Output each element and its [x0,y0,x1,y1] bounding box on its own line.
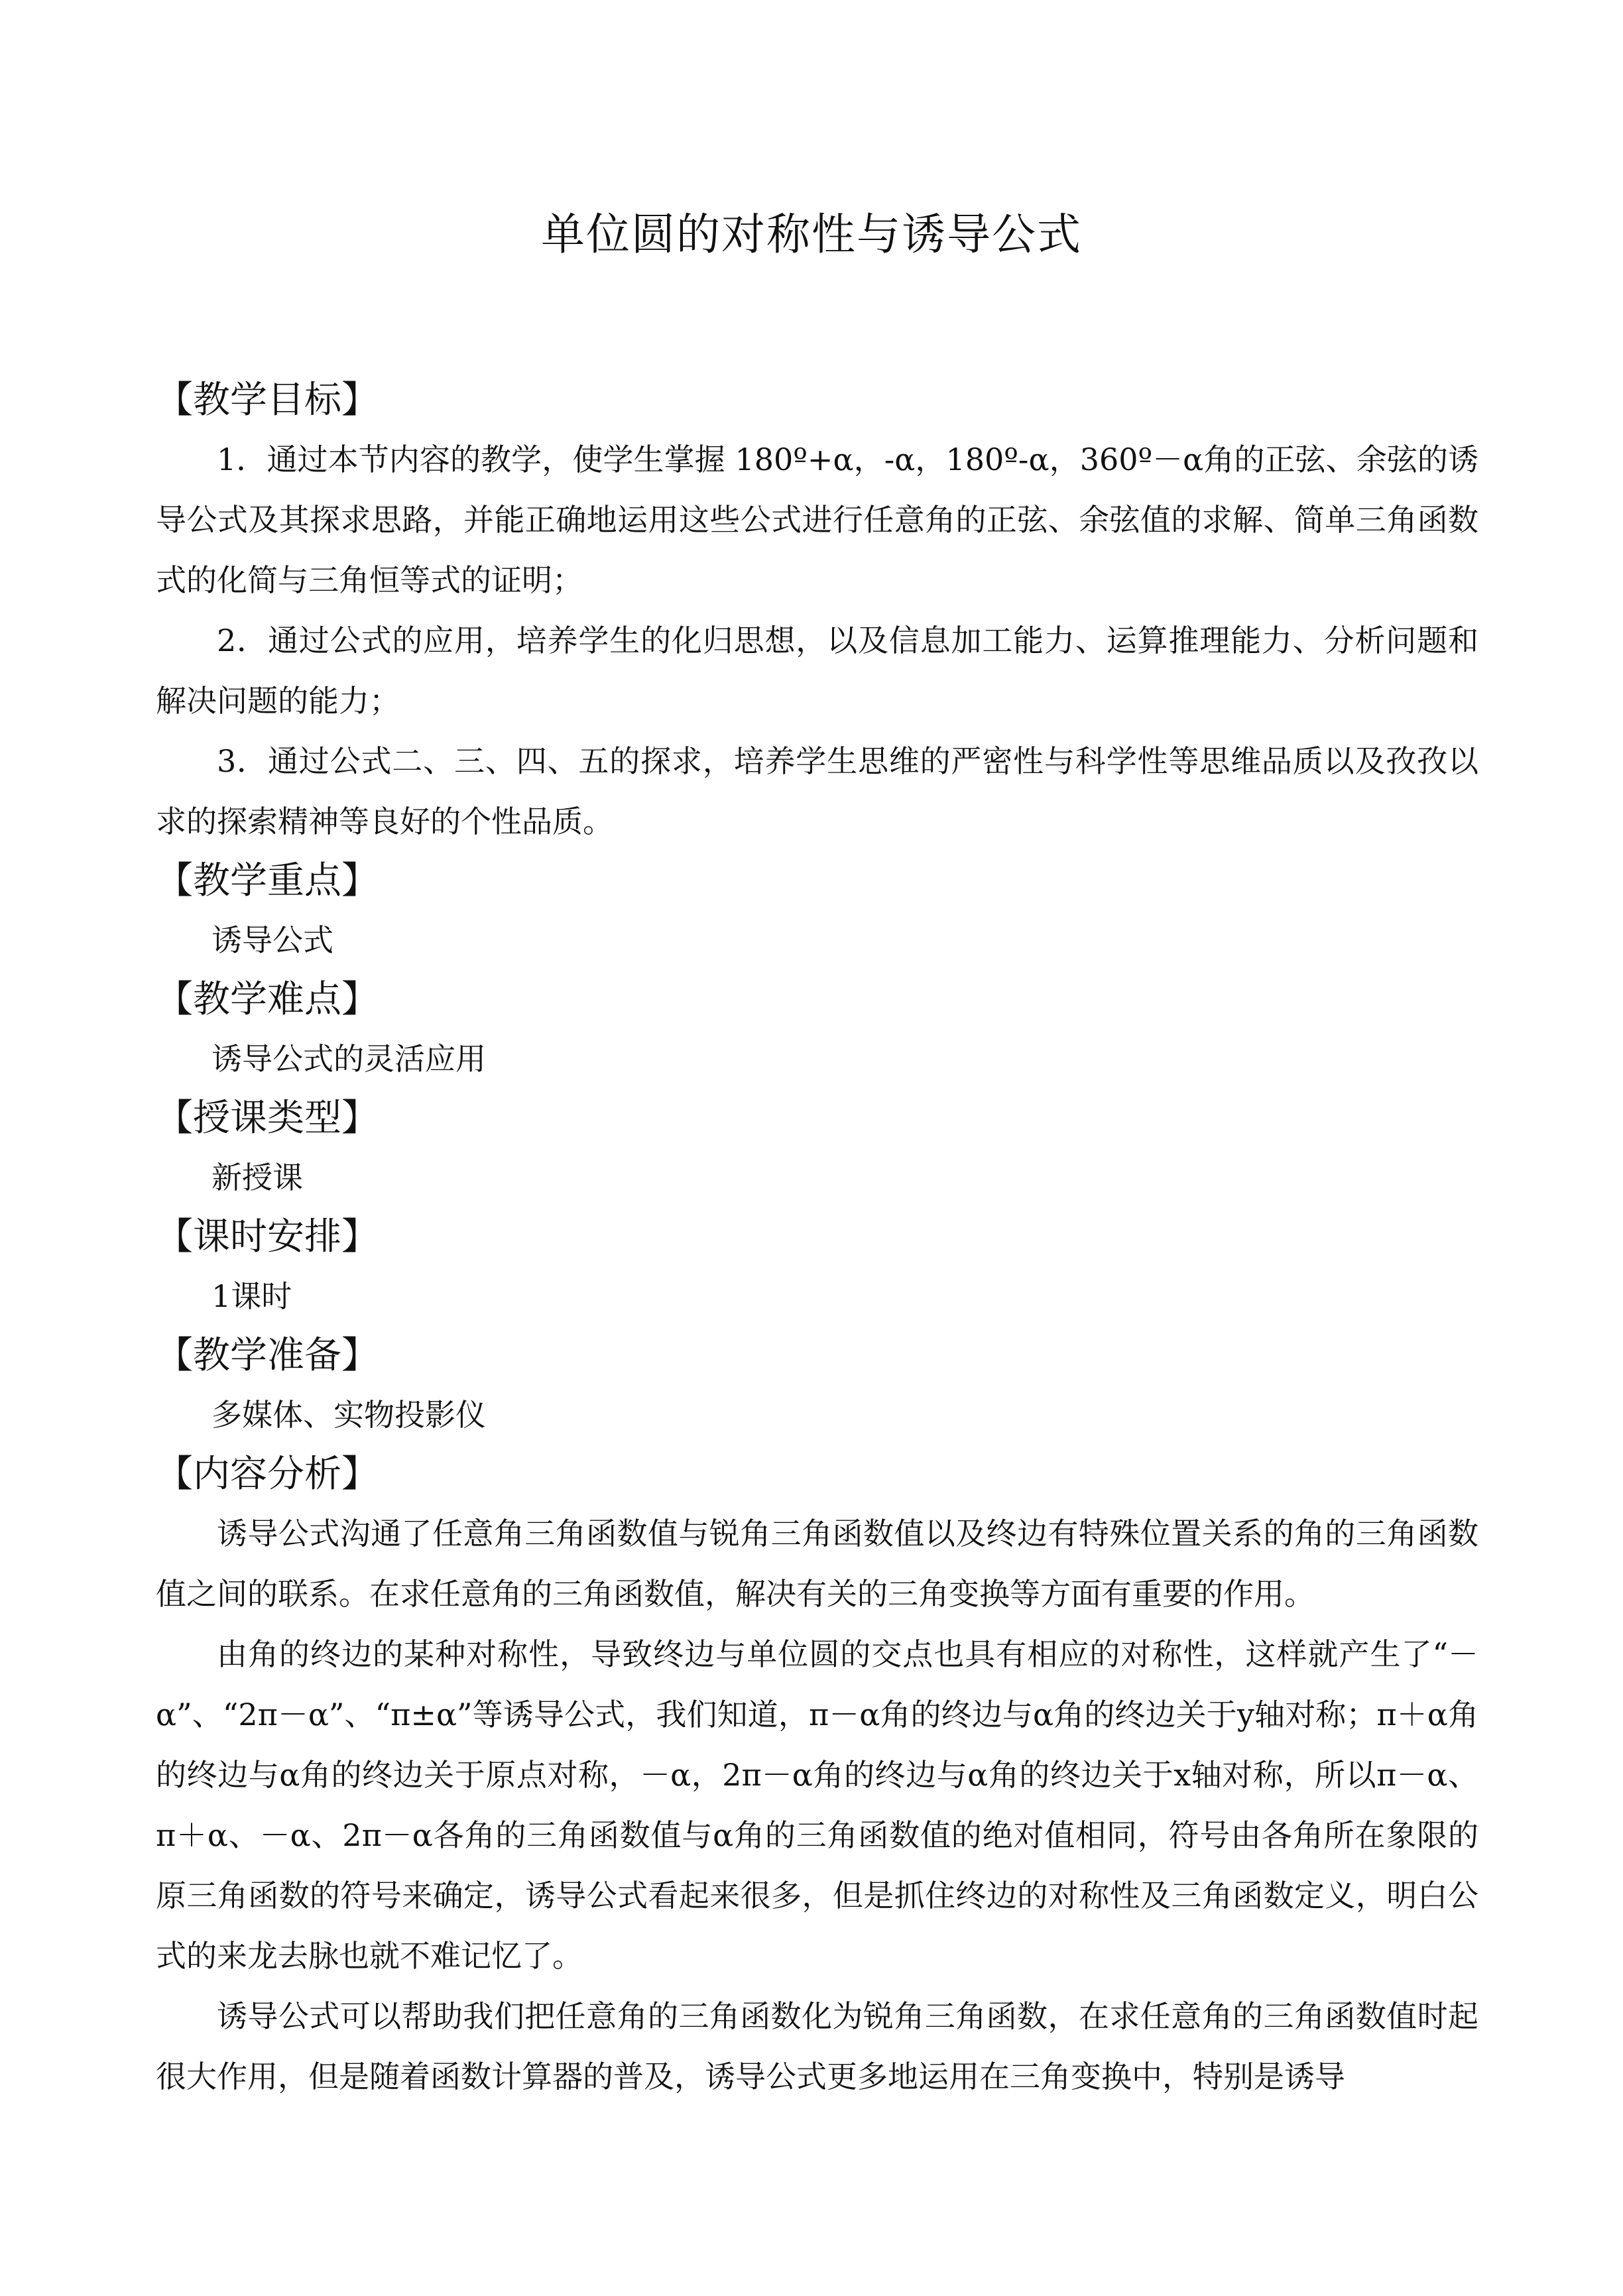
section-heading-schedule: 【课时安排】 [156,1215,379,1258]
section-heading-key-point: 【教学重点】 [156,859,379,902]
preparation-text: 多媒体、实物投影仪 [211,1397,486,1433]
schedule-text: 1课时 [211,1278,292,1314]
section-heading-preparation: 【教学准备】 [156,1334,379,1377]
objective-item: 2．通过公式的应用，培养学生的化归思想，以及信息加工能力、运算推理能力、分析问题和解决问题的能力； [156,623,1478,719]
difficulty-text: 诱导公式的灵活应用 [211,1041,486,1077]
document-body [156,371,1478,2107]
analysis-paragraph: 由角的终边的某种对称性，导致终边与单位圆的交点也具有相应的对称性，这样就产生了“－α”、“2π－α”、“π±α”等诱导公式，我们知道，π－α角的终边与α角的终边关于y轴对称；π＋α角的终边与α角的终边关于原点对称，－α，2π－α角的终边与α角的终边关于x轴对称，所以π－α、π＋α、－α、2π－α各角的三角函数值与α角的三角函数值的绝对值相同，符号由各角所在象限的原三角函数的符号来确定，诱导公式看起来很多，但是抓住终边的对称性及三角函数定义，明白公式的来龙去脉也就不难记忆了。 [156,1636,1478,1974]
key-point-text: 诱导公式 [211,922,333,958]
analysis-paragraph: 诱导公式沟通了任意角三角函数值与锐角三角函数值以及终边有特殊位置关系的角的三角函数值之间的联系。在求任意角的三角函数值，解决有关的三角变换等方面有重要的作用。 [156,1516,1478,1612]
section-heading-difficulty: 【教学难点】 [156,978,379,1021]
page-title: 单位圆的对称性与诱导公式 [541,209,1082,260]
lesson-type-text: 新授课 [211,1160,303,1195]
objective-item: 3．通过公式二、三、四、五的探求，培养学生思维的严密性与科学性等思维品质以及孜孜以求的探索精神等良好的个性品质。 [156,743,1478,839]
section-heading-lesson-type: 【授课类型】 [156,1097,379,1140]
section-heading-objectives: 【教学目标】 [156,379,379,422]
objective-item: 1．通过本节内容的教学，使学生掌握 180º+α，-α，180º-α，360º－α角的正弦、余弦的诱导公式及其探求思路，并能正确地运用这些公式进行任意角的正弦、余弦值的求解、简单三角函数式的化简与三角恒等式的证明； [156,442,1478,598]
section-heading-analysis: 【内容分析】 [156,1453,379,1496]
analysis-paragraph: 诱导公式可以帮助我们把任意角的三角函数化为锐角三角函数，在求任意角的三角函数值时起很大作用，但是随着函数计算器的普及，诱导公式更多地运用在三角变换中，特别是诱导 [156,1998,1478,2094]
